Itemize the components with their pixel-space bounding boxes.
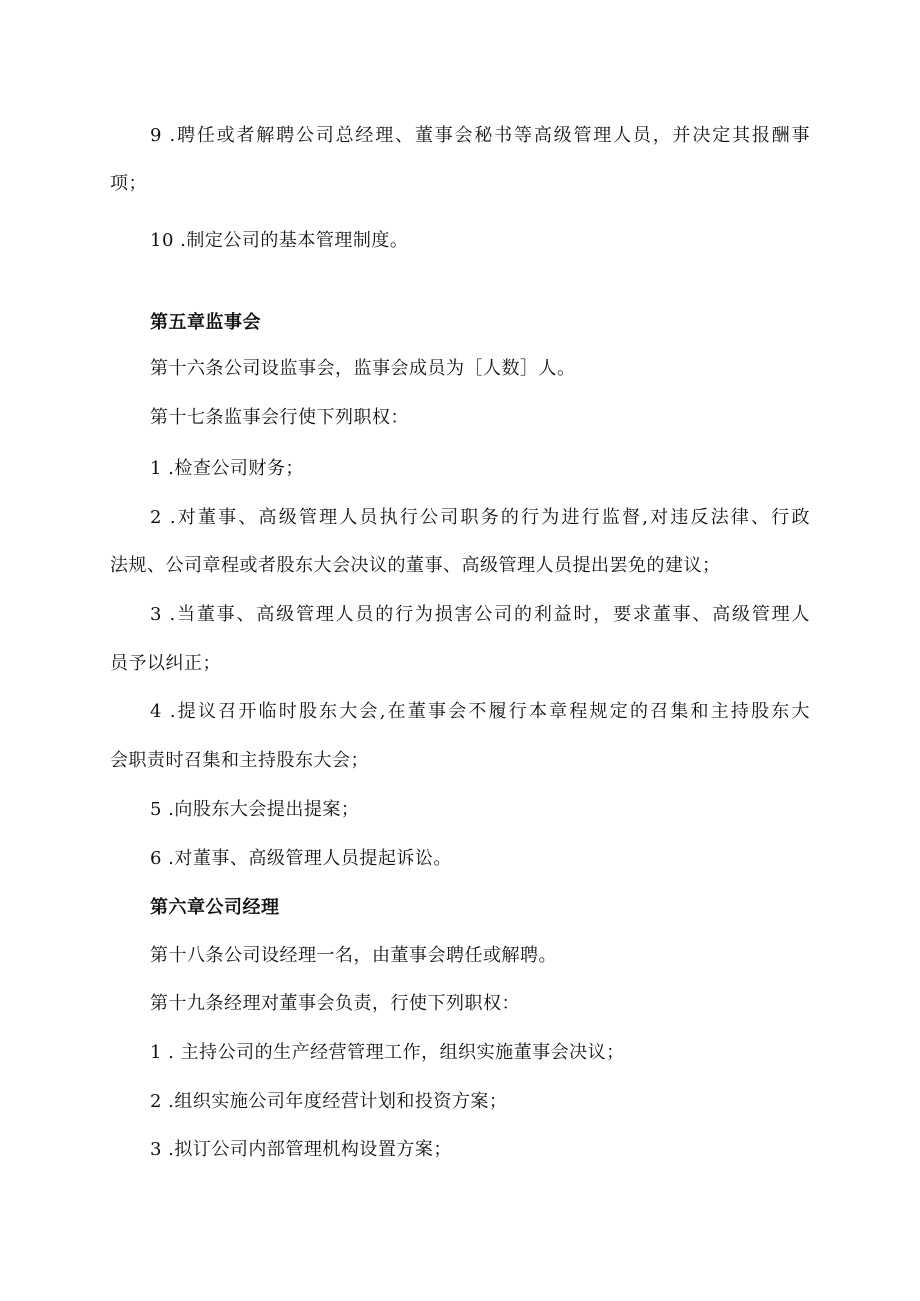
paragraph-item-10: 10 .制定公司的基本管理制度。 <box>150 230 409 251</box>
chapter-heading-5: 第五章监事会 <box>150 312 261 333</box>
chapter-heading-6: 第六章公司经理 <box>150 897 280 918</box>
list-item-3: 3 .当董事、高级管理人员的行为损害公司的利益时，要求董事、高级管理人 <box>150 604 810 625</box>
list-item-2-continued: 法规、公司章程或者股东大会决议的董事、高级管理人员提出罢免的建议； <box>110 555 721 576</box>
paragraph-item-9-continued: 项； <box>110 173 147 194</box>
list-item-2: 2 .对董事、高级管理人员执行公司职务的行为进行监督,对违反法律、行政 <box>150 507 810 528</box>
duty-item-3: 3 .拟订公司内部管理机构设置方案； <box>150 1139 452 1160</box>
duty-item-2: 2 .组织实施公司年度经营计划和投资方案； <box>150 1091 508 1112</box>
article-17: 第十七条监事会行使下列职权： <box>150 407 409 428</box>
list-item-6: 6 .对董事、高级管理人员提起诉讼。 <box>150 848 452 869</box>
article-18: 第十八条公司设经理一名，由董事会聘任或解聘。 <box>150 945 557 966</box>
list-item-4: 4 .提议召开临时股东大会,在董事会不履行本章程规定的召集和主持股东大 <box>150 701 810 722</box>
list-item-5: 5 .向股东大会提出提案； <box>150 799 360 820</box>
article-19: 第十九条经理对董事会负责，行使下列职权： <box>150 993 520 1014</box>
list-item-1: 1 .检查公司财务； <box>150 458 304 479</box>
list-item-4-continued: 会职责时召集和主持股东大会； <box>110 750 369 771</box>
article-16: 第十六条公司设监事会，监事会成员为［人数］人。 <box>150 358 576 379</box>
list-item-3-continued: 员予以纠正； <box>110 653 221 674</box>
paragraph-item-9: 9 .聘任或者解聘公司总经理、董事会秘书等高级管理人员，并决定其报酬事 <box>150 125 810 146</box>
duty-item-1: 1 . 主持公司的生产经营管理工作，组织实施董事会决议； <box>150 1042 625 1063</box>
